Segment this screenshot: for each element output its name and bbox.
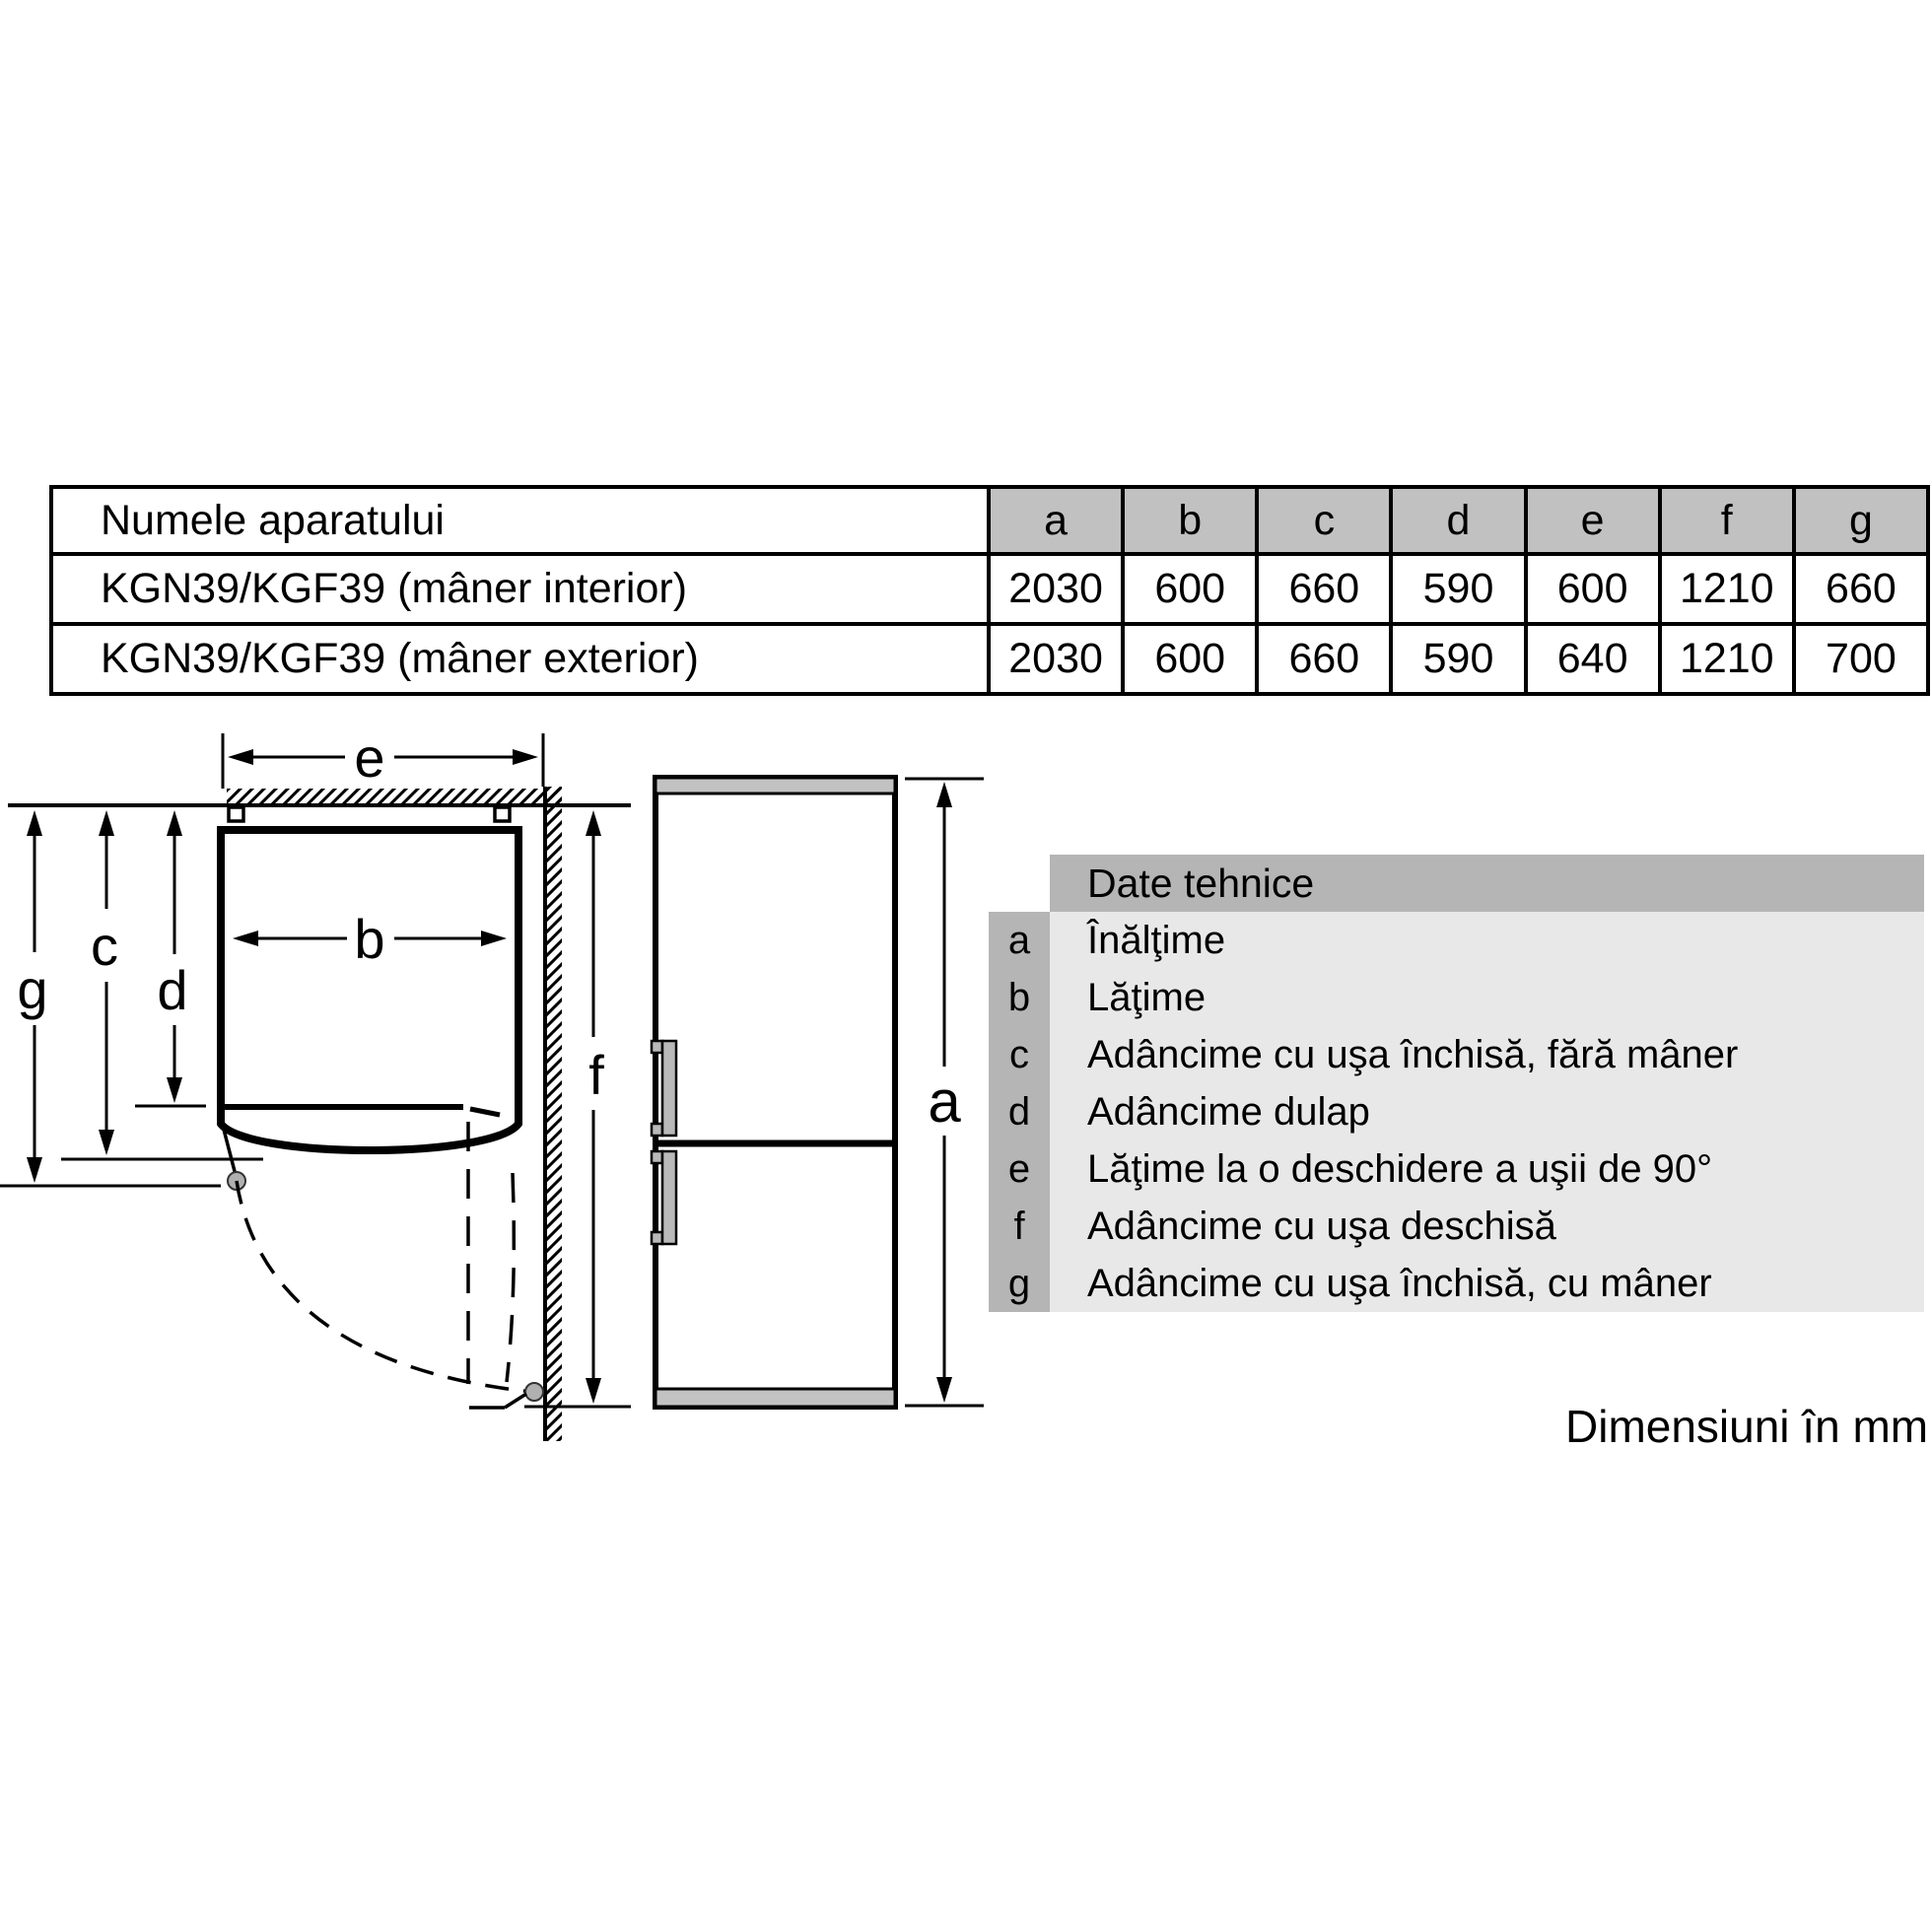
wall-hinge-dot bbox=[525, 1383, 543, 1401]
handle-bar bbox=[662, 1041, 676, 1136]
door-swing bbox=[223, 1122, 543, 1408]
legend-row-f bbox=[989, 1198, 1924, 1255]
front-view bbox=[652, 778, 984, 1407]
table-header-f: f bbox=[1662, 489, 1792, 552]
legend-label: Lăţime bbox=[1050, 969, 1924, 1026]
dim-f bbox=[524, 810, 631, 1407]
legend-label: Lăţime la o deschidere a uşii de 90° bbox=[1050, 1140, 1924, 1198]
fridge-base-trim bbox=[656, 1389, 895, 1407]
wall-spacer-right bbox=[495, 807, 510, 821]
units-note: Dimensiuni în mm bbox=[1565, 1401, 1929, 1452]
legend-key: a bbox=[989, 912, 1050, 969]
table-cell: 600 bbox=[1528, 556, 1658, 622]
legend-label: Adâncime dulap bbox=[1050, 1083, 1924, 1140]
table-header-a: a bbox=[991, 489, 1121, 552]
legend-key: d bbox=[989, 1083, 1050, 1140]
fridge-body-outline bbox=[221, 830, 518, 1150]
table-cell: 660 bbox=[1259, 556, 1389, 622]
table-cell: 590 bbox=[1393, 556, 1523, 622]
table-header-d: d bbox=[1393, 489, 1523, 552]
handle-bar bbox=[662, 1151, 676, 1244]
legend-row-b bbox=[989, 969, 1924, 1026]
handle-tab bbox=[652, 1041, 662, 1053]
handle-tab bbox=[652, 1151, 662, 1163]
technical-drawing bbox=[0, 591, 996, 1479]
table-cell: 660 bbox=[1259, 626, 1389, 692]
legend-title: Date tehnice bbox=[1050, 855, 1924, 912]
legend-label: Adâncime cu uşa închisă, fără mâner bbox=[1050, 1026, 1924, 1083]
legend-row-d bbox=[989, 1083, 1924, 1140]
table-cell: 1210 bbox=[1662, 556, 1792, 622]
fridge-top-trim bbox=[656, 778, 895, 794]
table-cell: 2030 bbox=[991, 556, 1121, 622]
legend-key: f bbox=[989, 1198, 1050, 1255]
table-cell: 700 bbox=[1796, 626, 1926, 692]
dim-label-c: c bbox=[91, 915, 118, 977]
legend-row-g bbox=[989, 1255, 1924, 1312]
legend-label: Adâncime cu uşa deschisă bbox=[1050, 1198, 1924, 1255]
top-wall-hatch bbox=[227, 789, 562, 805]
legend bbox=[989, 912, 1924, 1312]
fridge-front-outline bbox=[656, 778, 895, 1407]
table-cell: 1210 bbox=[1662, 626, 1792, 692]
dim-d bbox=[135, 810, 206, 1106]
legend-label: Adâncime cu uşa închisă, cu mâner bbox=[1050, 1255, 1924, 1312]
legend-label: Înălţime bbox=[1050, 912, 1924, 969]
legend-key: e bbox=[989, 1140, 1050, 1198]
dim-label-e: e bbox=[354, 726, 385, 789]
wall-spacer-left bbox=[229, 807, 243, 821]
dim-label-g: g bbox=[17, 958, 48, 1020]
dim-label-a: a bbox=[928, 1069, 961, 1135]
legend-key: c bbox=[989, 1026, 1050, 1083]
handle-tab bbox=[652, 1232, 662, 1244]
open-door-outer-edge bbox=[507, 1173, 514, 1382]
dim-e bbox=[223, 726, 543, 789]
top-view bbox=[0, 726, 631, 1441]
fridge-top-view bbox=[221, 807, 518, 1150]
dim-label-b: b bbox=[354, 908, 385, 970]
dim-label-f: f bbox=[588, 1044, 604, 1106]
table-cell: 590 bbox=[1393, 626, 1523, 692]
table-header-b: b bbox=[1125, 489, 1255, 552]
table-header-e: e bbox=[1528, 489, 1658, 552]
table-header-c: c bbox=[1259, 489, 1389, 552]
table-row-name: KGN39/KGF39 (mâner interior) bbox=[53, 556, 987, 622]
legend-row-c bbox=[989, 1026, 1924, 1083]
table-header-name: Numele aparatului bbox=[53, 489, 987, 552]
table-cell: 600 bbox=[1125, 626, 1255, 692]
legend-key: b bbox=[989, 969, 1050, 1026]
table-cell: 640 bbox=[1528, 626, 1658, 692]
side-wall-hatch bbox=[545, 787, 562, 1441]
table-row-name: KGN39/KGF39 (mâner exterior) bbox=[53, 626, 987, 692]
legend-row-e bbox=[989, 1140, 1924, 1198]
open-door-bottom-edge bbox=[505, 1394, 526, 1408]
table-cell: 600 bbox=[1125, 556, 1255, 622]
table-cell: 2030 bbox=[991, 626, 1121, 692]
table-header-g: g bbox=[1796, 489, 1926, 552]
handle-tab bbox=[652, 1124, 662, 1136]
legend-row-a bbox=[989, 912, 1924, 969]
door-swing-arc bbox=[237, 1181, 532, 1392]
dim-a bbox=[905, 779, 984, 1406]
table-cell: 660 bbox=[1796, 556, 1926, 622]
legend-key: g bbox=[989, 1255, 1050, 1312]
dim-label-d: d bbox=[157, 959, 188, 1021]
